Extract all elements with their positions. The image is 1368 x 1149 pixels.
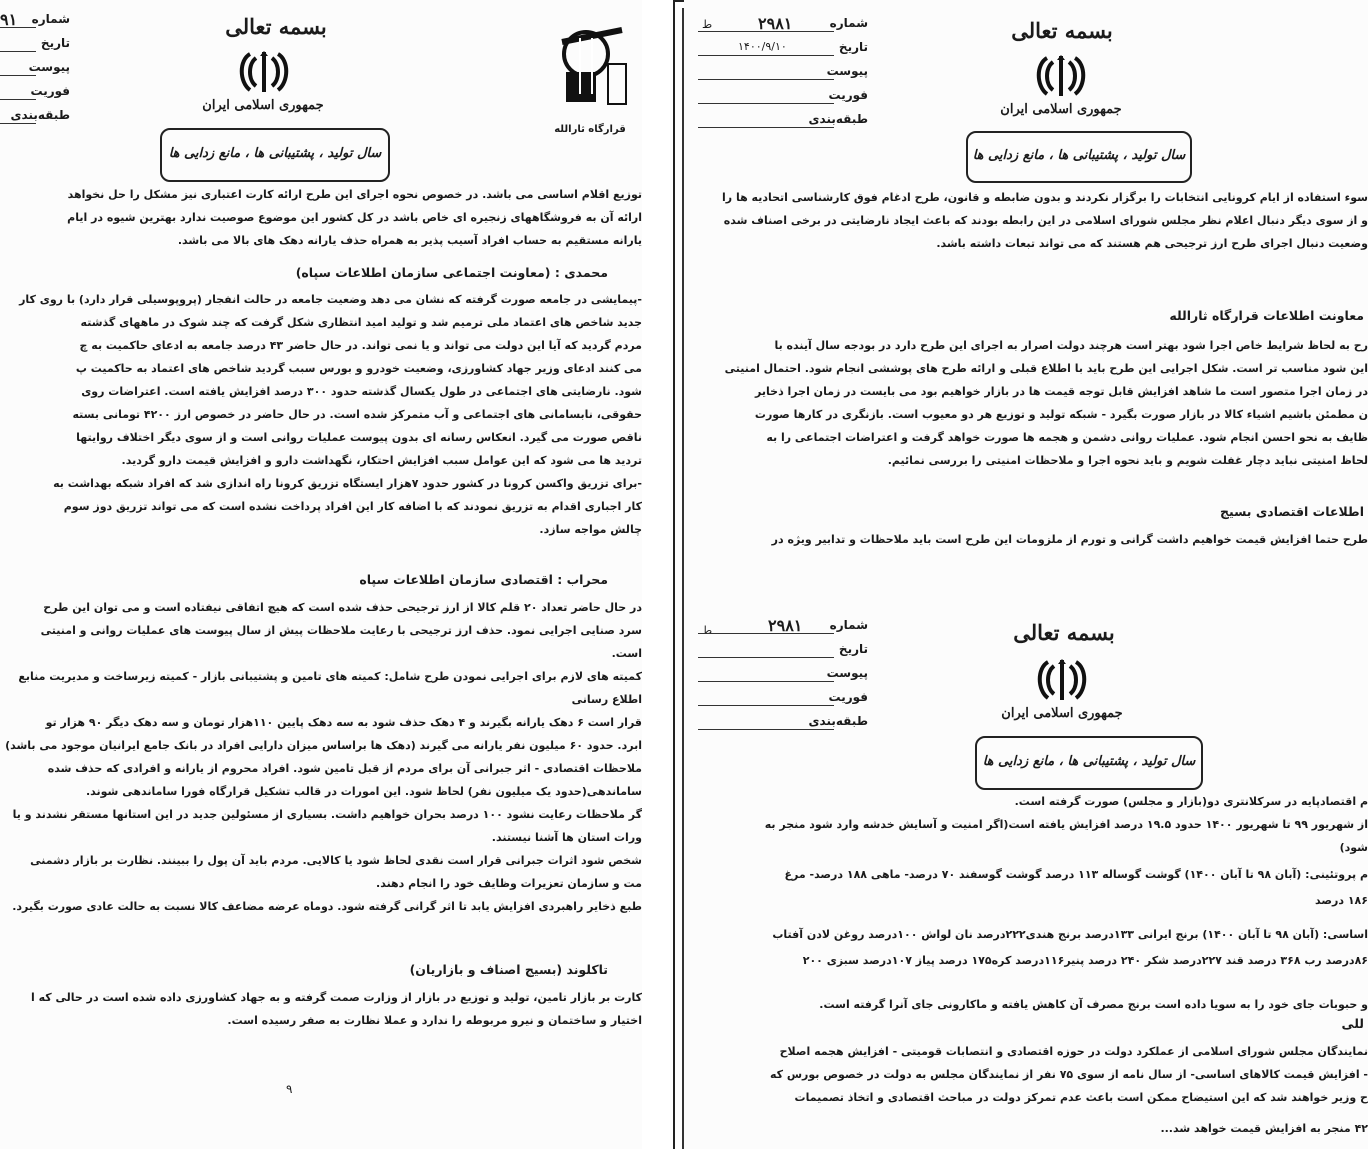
section-paragraph: رح به لحاظ شرایط خاص اجرا شود بهتر است هرچند دولت اصرار به اجرای این طرح دارد در بودجه سال آینده با این شود مناسب تر است. شکل اجرایی این طرح باید با اطلاع قبلی و ارائه طرح های پوششی انجام شود. احتمال امنیتی در زمان اجرا متصور است ما شاهد افزایش قابل توجه قیمت ها در بازار خواهیم بود می بایست در زمان اجرا ذخایر ن مطمئن باشیم اشیاء کالا در بازار صورت بگیرد - شبکه تولید و توزیع هر دو معیوب است. بازنگری در کارها صورت ظایف به نحو احسن انجام شود. عملیات روانی دشمن و هجمه ها صورت خواهد گرفت و اعتراضات اجتماعی را به لحاظ امنیتی نباید دچار غفلت شویم و باید نحوه اجرا و ملاحظات امنیتی را بررسی نمائیم. [724, 339, 1368, 467]
section-heading: محمدی : (معاونت اجتماعی سازمان اطلاعات سپاه) [295, 265, 608, 280]
section-heading: اطلاعات اقتصادی بسیج [1219, 504, 1364, 519]
price-statistics: م پروتئینی: (آبان ۹۸ تا آبان ۱۴۰۰) گوشت گوساله ۱۱۳ درصد گوشت گوسفند ۷۰ درصد- ماهی ۱۸۸ درصد- مرغ ۱۸۶ درصد اساسی: (آبان ۹۸ تا آبان ۱۴۰۰) برنج ایرانی ۱۳۳درصد برنج هندی۲۲۲درصد نان لواش ۱۰۰درصد روغن لادن آفتاب ۸۶درصد رب ۳۶۸ درصد قند ۲۲۷درصد شکر ۲۴۰ درصد پنیر۱۱۶درصد کره۱۷۵ درصد پیاز ۱۰۷درصد سبزی ۲۰۰ و حبوبات جای خود را به سویا داده است برنج مصرف آن کاهش یافته و ماکارونی جای آنرا گرفته است. [772, 868, 1368, 1011]
meta-date: تاریخ [698, 640, 868, 664]
section-heading: تاکلوند (بسیج اصناف و بازاریان) [409, 962, 608, 977]
letter-number: ۲۹۸۱ [758, 14, 793, 33]
letter-meta-block [0, 10, 70, 130]
letter-number: ۹۱ [0, 10, 18, 29]
document-page-left [0, 0, 642, 1149]
meta-attachment: پیوست [0, 58, 70, 82]
meta-number: ۹۱ شماره [0, 10, 70, 34]
org-label: قرارگاه ثارالله [554, 124, 626, 135]
iran-emblem-icon [1034, 656, 1090, 704]
republic-label: جمهوری اسلامی ایران [1001, 706, 1123, 721]
section-heading: معاونت اطلاعات قرارگاه ثارالله [1169, 308, 1364, 323]
meta-priority: فوریت [698, 688, 868, 712]
year-slogan-box: سال تولید ، پشتیبانی ها ، مانع زدایی ها [160, 128, 390, 182]
iran-emblem-icon [236, 48, 292, 96]
year-slogan-box: سال تولید ، پشتیبانی ها ، مانع زدایی ها [966, 131, 1192, 183]
letter-meta-block [698, 14, 868, 134]
section-heading: محراب : اقتصادی سازمان اطلاعات سپاه [359, 572, 608, 587]
year-slogan-box: سال تولید ، پشتیبانی ها ، مانع زدایی ها [975, 736, 1203, 790]
meta-classification: طبقه‌بندی [698, 110, 868, 134]
section-paragraph: -پیمایشی در جامعه صورت گرفته که نشان می دهد وضعیت جامعه در حالت انفجار (پروپوسیلی قرار دارد) با روی کار جدید شاخص های اعتماد ملی ترمیم شد و تولید امید انتظاری شکل گرفت که چند شوک در ماههای گذشته مردم گردید که آیا این دولت می تواند و یا نمی تواند. در حال حاضر ۴۳ درصد جامعه به ادعای حاکمیت به چ می کنند ادعای وزیر جهاد کشاورزی، وضعیت خودرو و بورس سبب گردید شاخص های اعتماد به حاکمیت پ شود. نارضایتی های اجتماعی در طول یکسال گذشته حدود ۳۰۰ درصد افزایش یافته است. اعتراضات روی حقوقی، نابسامانی های اجتماعی و آب متمرکز شده است. در حال حاضر در خصوص ارز ۴۲۰۰ تومانی بسته ناقص صورت می گیرد. انعکاس رسانه ای بدون پیوست عملیات روانی است و از سوی دیگر اختلاف روایتها تردید ها می شود که این عوامل سبب افزایش احتکار، نگهداشت دارو و افزایش قیمت دارو گردید. -برای تزریق واکسن کرونا در کشور حدود ۷هزار ایستگاه تزریق کرونا راه اندازی شد که افراد شبکه بهداشت به کار اجباری اقدام به تزریق نمودند که با اضافه کار این افراد پرداخت نشده است که می تواند تزریق دوز سوم چالش مواجه سازد. [19, 293, 642, 536]
meta-date: تاریخ [0, 34, 70, 58]
section-paragraph: کارت بر بازار تامین، تولید و توزیع در بازار از وزارت صمت گرفته و به جهاد کشاورزی داده شده است در حالی که ا اختیار و ساختمان و نیرو مربوطه را ندارد و عملا نظارت به صفر رسیده است. [31, 991, 642, 1027]
intro-paragraph: سوء استفاده از ایام کرونایی انتخابات را برگزار نکردند و بدون ضابطه و قانون، طرح ادغام فوق کارشناسی اتحادیه ها را و از سوی دیگر دنبال اعلام نظر مجلس شورای اسلامی در این رابطه بودند که باعث ایجاد نارضایتی در برخی اصناف شده وضعیت دنبال اجرای طرح ارز ترجیحی هم هستند که می تواند تبعات داشته باشد. [722, 191, 1368, 250]
meta-number: ۲۹۸۱ ط شماره [698, 14, 868, 38]
section-paragraph: نمایندگان مجلس شورای اسلامی از عملکرد دولت در حوزه اقتصادی و انتصابات قومیتی - افزایش هجمه اصلاح - افزایش قیمت کالاهای اساسی- از سال نامه از سوی ۷۵ نفر از نمایندگان مجلس به دولت در خصوص بورس که ح وزیر خواهند شد که این استیضاح ممکن است باعث عدم تمرکز دولت در مباحث اقتصادی و اتخاذ تصمیمات ۴۲ منجر به افزایش قیمت خواهد شد... [769, 1045, 1368, 1135]
meta-attachment: پیوست [698, 62, 868, 86]
section-paragraph: در حال حاضر تعداد ۲۰ قلم کالا از ارز ترجیحی حذف شده است که هیچ اتفاقی نیفتاده است و می توان این طرح سرد صنایی اجرایی نمود. حذف ارز ترجیحی با رعایت ملاحظات پیش از سال پیوست های عملیات روانی و امنیتی است. کمیته های لازم برای اجرایی نمودن طرح شامل: کمیته های تامین و پشتیبانی بازار - کمیته زیرساخت و مدیریت منابع اطلاع رسانی قرار است ۶ دهک یارانه بگیرند و ۴ دهک حذف شود به سه دهک پایین ۱۱۰هزار تومان و سه دهک دیگر ۹۰ هزار تو ابرد. حدود ۶۰ میلیون نفر یارانه می گیرند (دهک ها براساس میزان دارایی افراد در بانک جامع ایرانیان موجود می باشد) ملاحظات اقتصادی - اثر جبرانی آن برای مردم از قبل تامین شود. افراد محروم از یارانه و افرادی که حذف شده ساماندهی(حدود یک میلیون نفر) لحاظ شود. این امورات در قالب تشکیل قرارگاه فورا ساماندهی شوند. گر ملاحظات رعایت نشود ۱۰۰ درصد بحران خواهیم داشت. بسیاری از مسئولین جدید در این استانها مستقر نشدند و یا ورات استان ها آشنا نیستند. شخص شود اثرات جبرانی قرار است نقدی لحاظ شود یا کالایی. مردم باید آن پول را ببینند. نظارت بر بازار دشمنی مت و سازمان تعزیرات وظایف خود را انجام دهند. طبع ذخایر راهبردی افزایش یابد تا اثر گرانی گرفته شود. دوماه عرضه مضاعف کالا نسبت به حالت عادی صورت بگیرد. [5, 601, 642, 913]
bismillah-heading: بسمه تعالی [1011, 18, 1113, 43]
bismillah-heading: بسمه تعالی [225, 14, 327, 39]
intro-paragraph: م اقتصادپایه در سرکلانتری دو(بازار و مجلس) صورت گرفته است. از شهریور ۹۹ تا شهریور ۱۴۰۰ حدود ۱۹.۵ درصد افزایش یافته است(اگر امنیت و آسایش خدشه وارد شود منجر به شود) [764, 795, 1368, 854]
page-number: ۹ [286, 1082, 293, 1096]
meta-priority: فوریت [0, 82, 70, 106]
section-heading: للی [1341, 1016, 1364, 1031]
meta-number: ۲۹۸۱ ط شماره [698, 616, 868, 640]
republic-label: جمهوری اسلامی ایران [1000, 102, 1122, 117]
meta-classification: طبقه‌بندی [698, 712, 868, 736]
irgc-logo-icon [552, 24, 632, 116]
meta-attachment: پیوست [698, 664, 868, 688]
iran-emblem-icon [1033, 52, 1089, 100]
republic-label: جمهوری اسلامی ایران [202, 98, 324, 113]
letter-number: ۲۹۸۱ [768, 616, 803, 635]
bismillah-heading: بسمه تعالی [1013, 620, 1115, 645]
section-paragraph: طرح حتما افزایش قیمت خواهیم داشت گرانی و تورم از ملزومات این طرح است باید ملاحظات و تدابیر ویژه در [771, 533, 1368, 546]
document-page-right [684, 0, 1368, 1149]
intro-paragraph: توزیع اقلام اساسی می باشد. در خصوص نحوه اجرای این طرح ارائه کارت اعتباری نیز مشکل را حل نخواهد ارائه آن به فروشگاههای زنجیره ای خاص باشد در کل کشور این موضوع صوصیت ندارد بهترین شیوه در ایام یارانه مستقیم به حساب افراد آسیب پذیر به همراه حذف یارانه دهک های بالا می باشد. [67, 188, 642, 247]
meta-date: ۱۴۰۰/۹/۱۰ تاریخ [698, 38, 868, 62]
letter-meta-block [698, 616, 868, 736]
meta-priority: فوریت [698, 86, 868, 110]
meta-classification: طبقه‌بندی [0, 106, 70, 130]
page-divider [673, 0, 675, 1149]
